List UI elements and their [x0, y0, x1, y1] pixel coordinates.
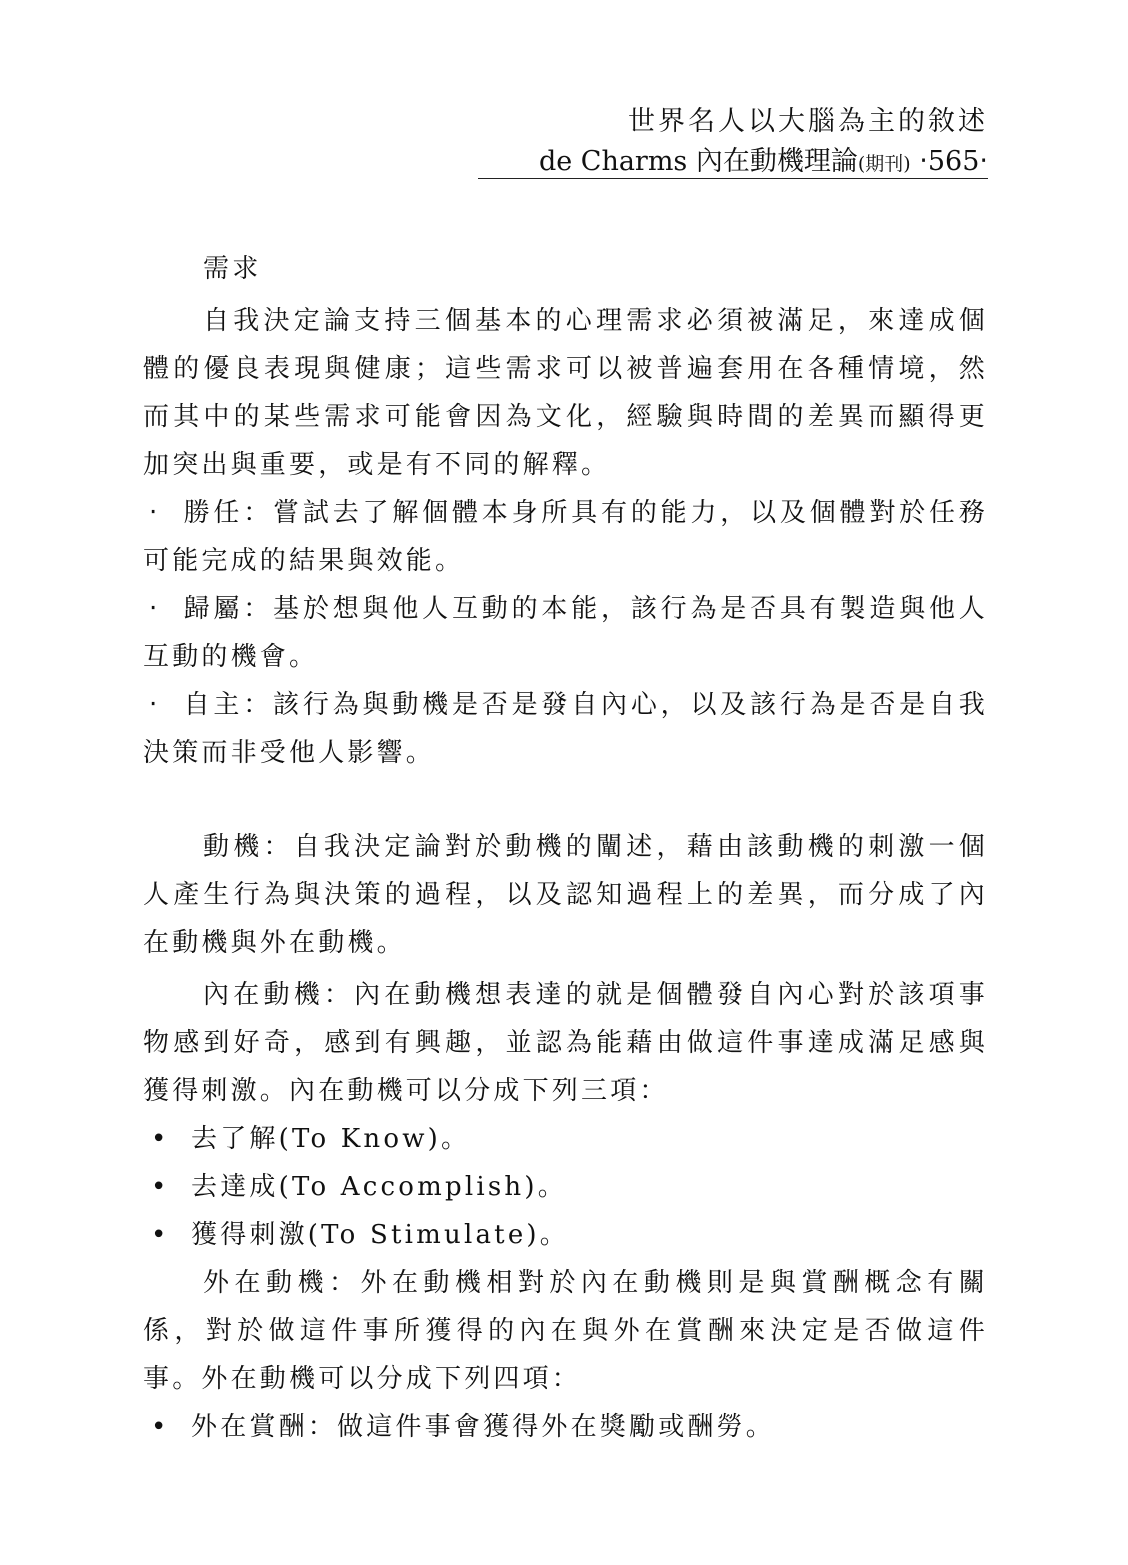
header-title: 世界名人以大腦為主的敘述 [628, 106, 988, 137]
header-rule [478, 178, 988, 179]
bullet-icon: • [151, 1124, 170, 1154]
list-item-text: 去了解(To Know)。 [191, 1124, 471, 1154]
paragraph-needs: 自我決定論支持三個基本的心理需求必須被滿足，來達成個體的優良表現與健康；這些需求可以被普遍套用在各種情境，然而其中的某些需求可能會因為文化，經驗與時間的差異而顯得更加突出與重要，或是有不同的解釋。 [143, 306, 988, 480]
running-header [468, 102, 988, 184]
page-number: ‧565‧ [910, 146, 988, 177]
list-item [143, 1403, 988, 1451]
list-item-text: 去達成(To Accomplish)。 [191, 1172, 567, 1202]
paragraph-intrinsic: 內在動機：內在動機想表達的就是個體發自內心對於該項事物感到好奇，感到有興趣，並認為能藉由做這件事達成滿足感與獲得刺激。內在動機可以分成下列三項： [143, 980, 988, 1106]
list-item [143, 681, 988, 777]
section-heading-needs: 需求 [203, 254, 262, 284]
list-item-text: 勝任：嘗試去了解個體本身所具有的能力，以及個體對於任務可能完成的結果與效能。 [143, 498, 988, 576]
page-body [143, 245, 988, 1451]
bullet-icon: • [151, 1220, 170, 1250]
bullet-icon: ‧ [149, 498, 161, 528]
header-subtitle-main: de Charms 內在動機理論 [538, 146, 858, 177]
list-item [143, 585, 988, 681]
header-subtitle-note: (期刊) [857, 153, 911, 175]
bullet-icon: • [151, 1172, 170, 1202]
list-item-text: 獲得刺激(To Stimulate)。 [191, 1220, 569, 1250]
paragraph-extrinsic: 外在動機：外在動機相對於內在動機則是與賞酬概念有關係，對於做這件事所獲得的內在與外在賞酬來決定是否做這件事。外在動機可以分成下列四項： [143, 1268, 988, 1394]
list-item [143, 1163, 988, 1211]
paragraph-motivation: 動機：自我決定論對於動機的闡述，藉由該動機的刺激一個人產生行為與決策的過程，以及認知過程上的差異，而分成了內在動機與外在動機。 [143, 832, 988, 958]
list-item-text: 歸屬：基於想與他人互動的本能，該行為是否具有製造與他人互動的機會。 [143, 594, 988, 672]
bullet-icon: ‧ [149, 690, 161, 720]
list-item [143, 1211, 988, 1259]
bullet-icon: ‧ [149, 594, 161, 624]
bullet-icon: • [151, 1412, 170, 1442]
list-item-text: 自主：該行為與動機是否是發自內心，以及該行為是否是自我決策而非受他人影響。 [143, 690, 988, 768]
list-item [143, 489, 988, 585]
list-item-text: 外在賞酬：做這件事會獲得外在獎勵或酬勞。 [191, 1412, 776, 1442]
list-item [143, 1115, 988, 1163]
